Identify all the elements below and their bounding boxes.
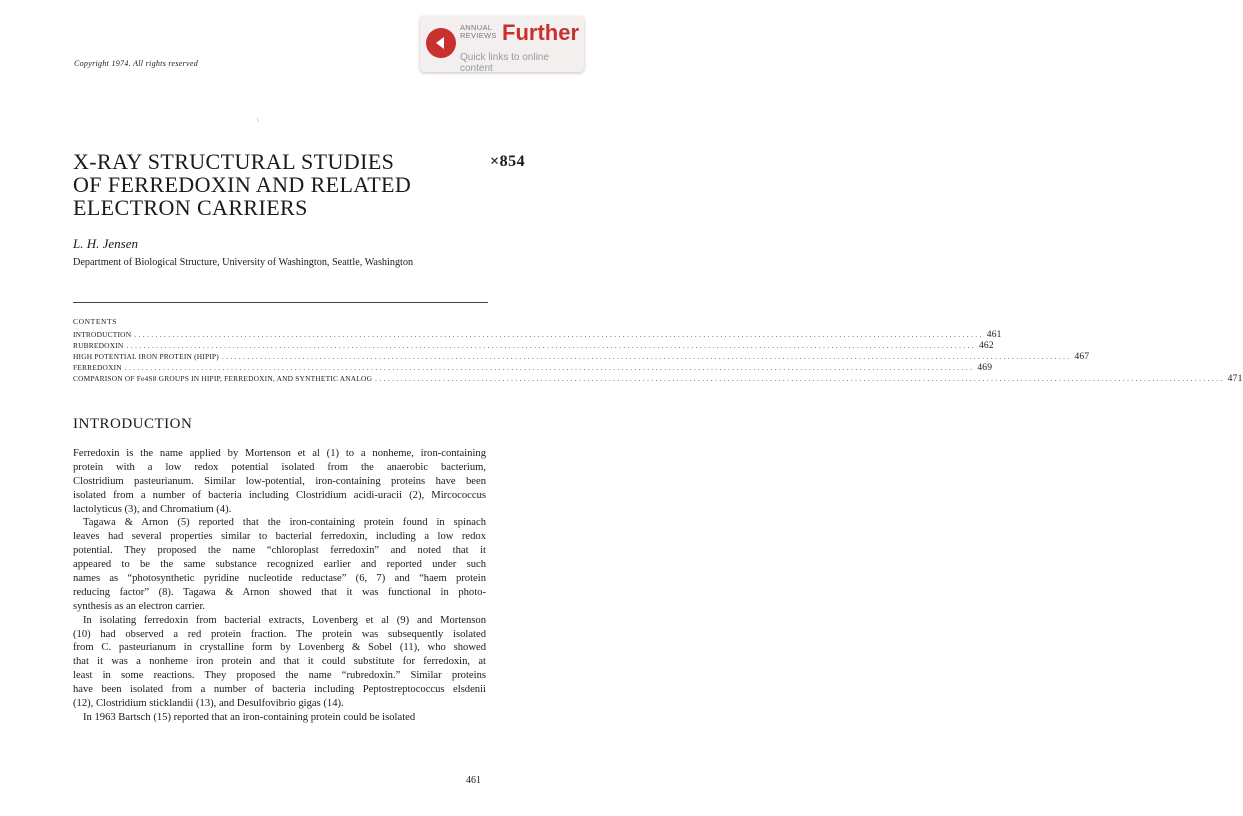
divider <box>73 302 488 303</box>
body-line: leaves had several properties similar to bacterial ferredoxin, including a low redox <box>73 531 486 543</box>
body-line: least in some reactions. They proposed the name “rubredoxin.” Similar proteins <box>73 670 486 682</box>
body-line: Clostridium pasteurianum. Similar low-potential, iron-containing proteins have been <box>73 475 486 487</box>
toc-entry-label: COMPARISON OF Fe4S8 GROUPS IN HIPIP, FERREDOXIN, AND SYNTHETIC ANALOG <box>73 374 373 383</box>
body-line: In 1963 Bartsch (15) reported that an iron-containing protein could be isolated <box>83 711 416 723</box>
body-line: reducing factor” (8). Tagawa & Arnon showed that it was functional in photo- <box>73 586 486 598</box>
toc-leader-dots: ........................................................................................................................................................................................................ <box>375 374 1225 383</box>
body-line: Ferredoxin is the name applied by Mortenson et al (1) to a nonheme, iron-containing <box>73 448 486 459</box>
toc-entry[interactable] <box>73 352 1090 363</box>
contents-heading: CONTENTS <box>73 317 117 326</box>
toc-entry[interactable] <box>73 374 1243 385</box>
body-line: protein with a low redox potential isolated from the anaerobic bacterium, <box>73 461 486 473</box>
page-number: 461 <box>466 775 481 786</box>
body-line: names as “photosynthetic pyridine nucleotide reductase” (6, 7) and “haem protein <box>73 573 486 585</box>
body-line: have been isolated from a number of bacteria including Peptostreptococcus elsdenii <box>73 684 486 696</box>
body-line: (10) had observed a red protein fraction. The protein was subsequently isolated <box>73 628 486 640</box>
body-line: that it was a nonheme iron protein and that it could substitute for ferredoxin, at <box>73 656 486 668</box>
toc-entry-label: INTRODUCTION <box>73 330 132 339</box>
body-line: Tagawa & Arnon (5) reported that the iron-containing protein found in spinach <box>83 517 486 529</box>
scan-mark: \ <box>257 118 259 124</box>
further-subtitle: Quick links to online content <box>460 52 549 74</box>
toc-leader-dots: ........................................................................................................................................................................................................ <box>124 363 975 372</box>
title-line: ELECTRON CARRIERS <box>73 195 308 220</box>
toc-leader-dots: ........................................................................................................................................................................................................ <box>221 352 1072 361</box>
toc-entry[interactable] <box>73 330 1002 341</box>
toc-entry-label: HIGH POTENTIAL IRON PROTEIN (HIPIP) <box>73 352 219 361</box>
body-line: appeared to be the same substance recognized earlier and reported under such <box>73 559 486 571</box>
copyright-notice: Copyright 1974. All rights reserved <box>74 59 199 68</box>
toc-entry-label: RUBREDOXIN <box>73 341 124 350</box>
toc-entry-page: 469 <box>977 363 993 373</box>
table-of-contents <box>73 330 1243 385</box>
further-banner[interactable] <box>420 16 584 72</box>
toc-entry-page: 467 <box>1074 352 1090 362</box>
arrow-left-circle-icon <box>426 28 456 58</box>
body-line: potential. They proposed the name “chloroplast ferredoxin” and noted that it <box>73 545 486 557</box>
toc-entry[interactable] <box>73 341 994 352</box>
toc-leader-dots: ........................................................................................................................................................................................................ <box>126 341 976 350</box>
author-affiliation: Department of Biological Structure, University of Washington, Seattle, Washington <box>73 257 414 268</box>
body-line: In isolating ferredoxin from bacterial extracts, Lovenberg et al (9) and Mortenson <box>83 614 486 626</box>
toc-entry-label: FERREDOXIN <box>73 363 122 372</box>
body-line: from C. pasteurianum in crystalline form by Lovenberg & Sobel (11), who showed <box>73 642 486 654</box>
toc-entry-page: 461 <box>986 330 1002 340</box>
title-line: OF FERREDOXIN AND RELATED <box>73 172 412 197</box>
body-text <box>73 447 486 725</box>
annual-reviews-wordmark: ANNUAL REVIEWS <box>460 23 497 40</box>
body-line: isolated from a number of bacteria including Clostridium acidi-uracii (2), Mircococcus <box>73 489 486 501</box>
section-heading: INTRODUCTION <box>73 416 193 432</box>
toc-leader-dots: ........................................................................................................................................................................................................ <box>134 330 984 339</box>
body-line: lactolyticus (3), and Chromatium (4). <box>73 503 232 515</box>
reference-number: ×854 <box>490 153 526 170</box>
toc-entry[interactable] <box>73 363 993 374</box>
body-line: (12), Clostridium sticklandii (13), and Desulfovibrio gigas (14). <box>73 698 344 710</box>
article-title <box>73 150 453 219</box>
toc-entry-page: 462 <box>978 341 994 351</box>
toc-entry-page: 471 <box>1227 374 1243 384</box>
title-line: X-RAY STRUCTURAL STUDIES <box>73 149 395 174</box>
further-title: Further <box>502 20 579 45</box>
body-line: synthesis as an electron carrier. <box>73 600 206 612</box>
author-name: L. H. Jensen <box>73 236 138 251</box>
